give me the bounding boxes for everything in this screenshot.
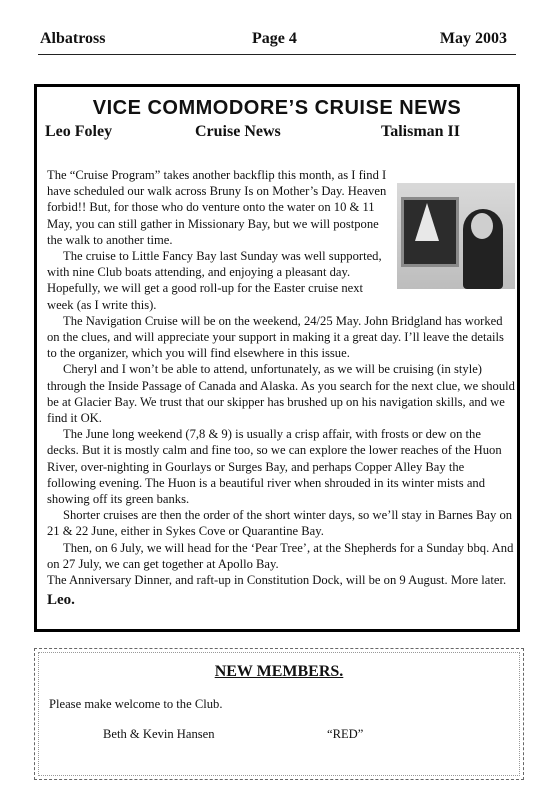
new-members-box <box>34 648 524 780</box>
page-number: Page 4 <box>252 30 297 47</box>
header-rule <box>38 54 516 55</box>
article-section: Cruise News <box>195 123 281 140</box>
paragraph: The cruise to Little Fancy Bay last Sunday was well supported, with nine Club boats attending, and enjoying a pleasant day. Hopefully, we will get a good roll-up for the Easter cruise next week (as I write this). <box>47 249 382 312</box>
member-names: Beth & Kevin Hansen <box>103 727 215 741</box>
cruise-news-box <box>34 84 520 632</box>
paragraph: The Anniversary Dinner, and raft-up in Constitution Dock, will be on 9 August. More later. <box>47 573 507 588</box>
article-title: VICE COMMODORE’S CRUISE NEWS <box>92 97 462 119</box>
paragraph: Then, on 6 July, we will head for the ‘Pear Tree’, at the Shepherds for a Sunday bbq. And on 27 July, we can get together at Apollo Bay. <box>47 540 514 571</box>
article-body <box>47 167 515 608</box>
welcome-text: Please make welcome to the Club. <box>49 697 223 711</box>
member-boat: “RED” <box>327 727 364 741</box>
signoff: Leo. <box>47 592 75 609</box>
sailboat-picture <box>415 203 439 241</box>
new-members-title: NEW MEMBERS. <box>214 663 344 680</box>
paragraph: The June long weekend (7,8 & 9) is usually a crisp affair, with frosts or dew on the decks. But it is mostly calm and fine too, so we can explore the lower reaches of the Huon River, over-nighting in Gourlays or Surges Bay, and perhaps Copper Alley Bay the following evening. The Huon is a beautiful river when shrouded in its winter mists and showing off its green banks. <box>47 427 502 507</box>
person-face <box>471 213 493 239</box>
paragraph: The Navigation Cruise will be on the weekend, 24/25 May. John Bridgland has worked on the clues, and will appreciate your support in making it a great day. I’ll leave the details to the organizer, which you will find elsewhere in this issue. <box>47 313 504 361</box>
issue-date: May 2003 <box>439 30 507 47</box>
author-photo <box>397 183 515 289</box>
paragraph: The “Cruise Program” takes another backflip this month, as I find I have scheduled our walk across Bruny Is on Mother’s Day. Heaven forbid!! But, for those who do venture onto the water on 10 & 11 May, you can still gather in Missionary Bay, but we will postpone the walk to another time. <box>47 168 387 247</box>
paragraph: Cheryl and I won’t be able to attend, unfortunately, as we will be cruising (in style) through the Inside Passage of Canada and Alaska. As you search for the next clue, we should be at Glacier Bay. We trust that our skipper has brushed up on his navigation skills, and we find it OK. <box>47 362 515 426</box>
article-boat: Talisman II <box>381 123 460 140</box>
paragraph: Shorter cruises are then the order of the short winter days, so we’ll stay in Barnes Bay on 21 & 22 June, either in Sykes Cove or Quarantine Bay. <box>47 508 513 539</box>
page-header <box>40 30 513 52</box>
newsletter-name: Albatross <box>40 30 106 47</box>
article-author: Leo Foley <box>45 123 113 140</box>
